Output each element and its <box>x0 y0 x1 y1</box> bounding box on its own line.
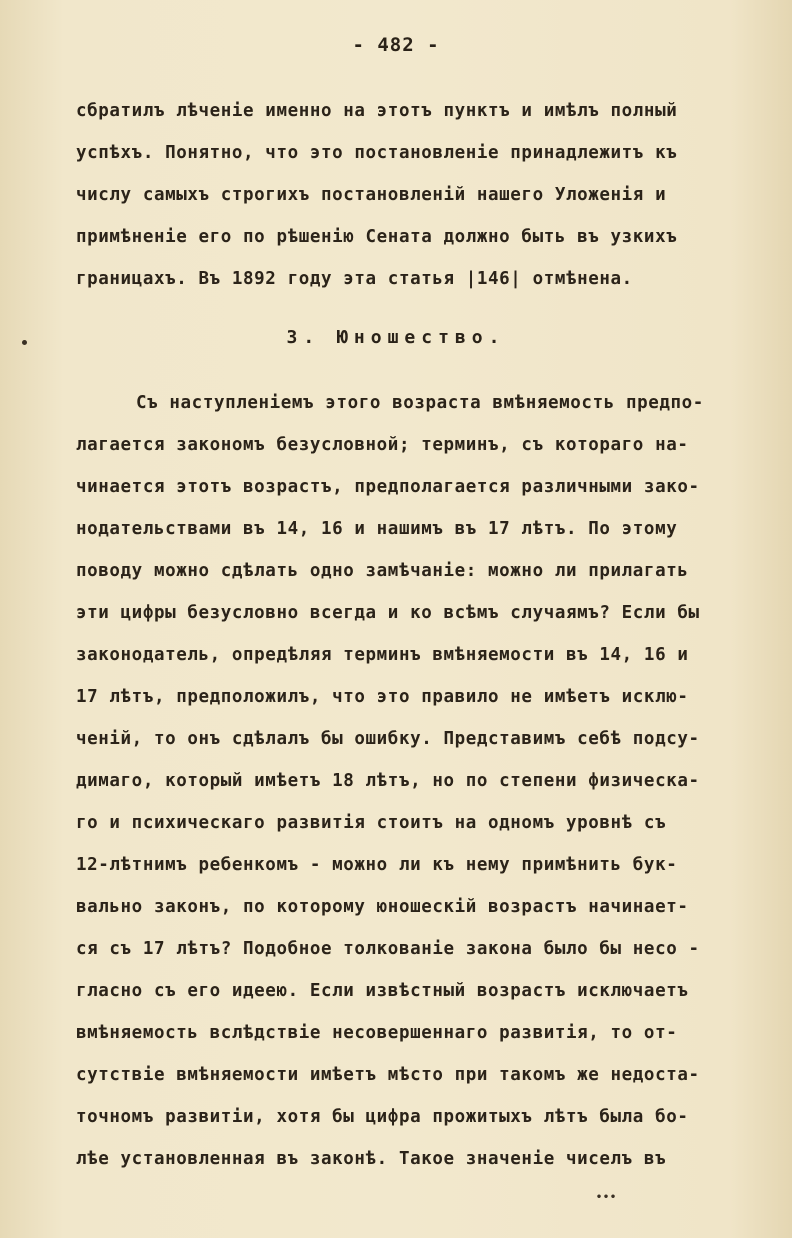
text-line: числу самыхъ строгихъ постановленій нашего Уложенія и <box>76 185 667 205</box>
text-line: сутствіе вмѣняемости имѣетъ мѣсто при такомъ же недоста- <box>76 1065 700 1085</box>
text-line: ся съ 17 лѣтъ? Подобное толкованіе закона было бы несо - <box>76 939 700 959</box>
footer-mark: ••• <box>596 1192 618 1203</box>
text-line: точномъ развитіи, хотя бы цифра прожитыхъ лѣтъ была бо- <box>76 1107 689 1127</box>
text-line: лагается закономъ безусловной; терминъ, съ котораго на- <box>76 435 689 455</box>
text-line: успѣхъ. Понятно, что это постановленіе принадлежитъ къ <box>76 143 678 163</box>
text-line: ченій, то онъ сдѣлалъ бы ошибку. Представимъ себѣ подсу- <box>76 729 700 749</box>
text-line: границахъ. Въ 1892 году эта статья |146| отмѣнена. <box>76 269 633 289</box>
text-line: вально законъ, по которому юношескій возрастъ начинает- <box>76 897 689 917</box>
text-line: лѣе установленная въ законѣ. Такое значеніе чиселъ въ <box>76 1149 667 1169</box>
text-line: эти цифры безусловно всегда и ко всѣмъ случаямъ? Если бы <box>76 603 700 623</box>
text-line: законодатель, опредѣляя терминъ вмѣняемости въ 14, 16 и <box>76 645 689 665</box>
page-number: - 482 - <box>352 34 440 56</box>
text-line: го и психическаго развитія стоитъ на одномъ уровнѣ съ <box>76 813 667 833</box>
text-line: димаго, который имѣетъ 18 лѣтъ, но по степени физическа- <box>76 771 700 791</box>
text-line: нодательствами въ 14, 16 и нашимъ въ 17 лѣтъ. По этому <box>76 519 678 539</box>
text-line: примѣненіе его по рѣшенію Сената должно быть въ узкихъ <box>76 227 678 247</box>
text-line: поводу можно сдѣлать одно замѣчаніе: можно ли прилагать <box>76 561 689 581</box>
text-line: Съ наступленіемъ этого возраста вмѣняемость предпо- <box>136 393 704 413</box>
text-line: вмѣняемость вслѣдствіе несовершеннаго развитія, то от- <box>76 1023 678 1043</box>
text-line: 17 лѣтъ, предположилъ, что это правило не имѣетъ исклю- <box>76 687 689 707</box>
text-line: чинается этотъ возрастъ, предполагается различными зако- <box>76 477 700 497</box>
text-line: сбратилъ лѣченіе именно на этотъ пунктъ и имѣлъ полный <box>76 101 678 121</box>
text-line: 12-лѣтнимъ ребенкомъ - можно ли къ нему примѣнить бук- <box>76 855 678 875</box>
section-heading: З. Юношество. <box>286 327 506 348</box>
text-line: гласно съ его идеею. Если извѣстный возрастъ исключаетъ <box>76 981 689 1001</box>
